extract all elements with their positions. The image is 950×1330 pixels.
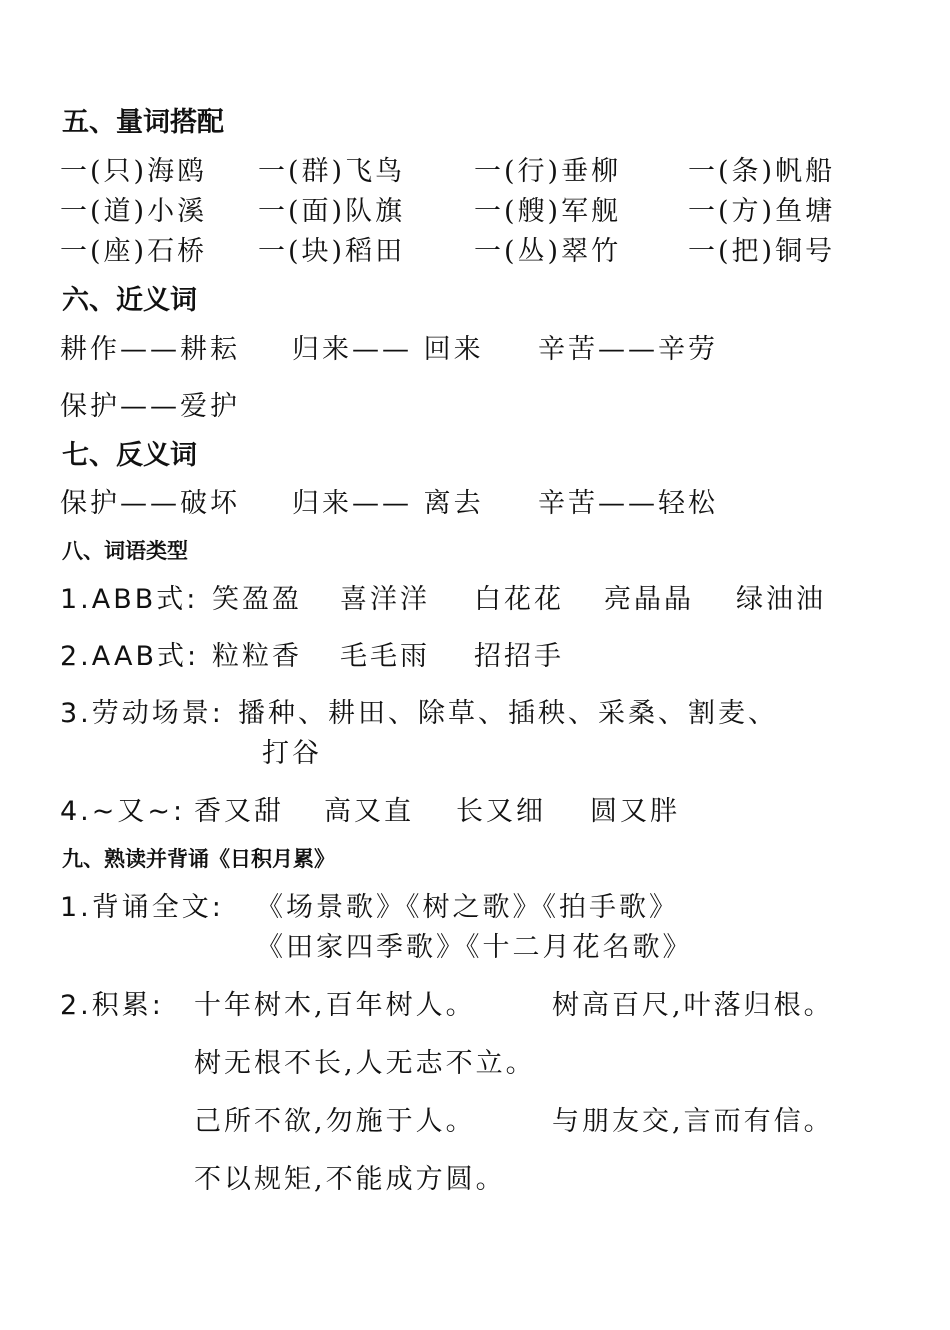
labor-scenes: 播种、耕田、除草、插秧、采桑、割麦、 — [238, 698, 778, 729]
proverb: 己所不欲,勿施于人。 — [194, 1106, 476, 1137]
word-item: 笑盈盈 — [212, 584, 302, 615]
labor-scenes-cont: 打谷 — [262, 738, 322, 769]
section-title-word-types: 八、词语类型 — [62, 539, 188, 563]
word-item: 绿油油 — [736, 584, 826, 615]
word-item: 招招手 — [474, 641, 564, 672]
word-item: 香又甜 — [194, 796, 284, 827]
synonym-pair: 耕作——耕耘 — [60, 334, 240, 365]
measure-item: 一(艘)军舰 — [474, 196, 622, 227]
proverb: 树无根不长,人无志不立。 — [194, 1048, 536, 1079]
word-item: 圆又胖 — [590, 796, 680, 827]
measure-item: 一(把)铜号 — [688, 236, 836, 267]
word-type-labor-cont — [0, 734, 950, 774]
word-item: 白花花 — [474, 584, 564, 615]
word-item: 毛毛雨 — [340, 641, 430, 672]
accum-row-1 — [0, 986, 950, 1026]
word-type-aab — [0, 637, 950, 677]
word-item: 亮晶晶 — [604, 584, 694, 615]
word-type-label: 1.ABB式: — [60, 584, 199, 615]
antonym-pair: 辛苦——轻松 — [538, 488, 718, 519]
word-type-label: 3.劳动场景: — [60, 698, 224, 729]
measure-row-3 — [0, 232, 950, 272]
antonym-pair: 归来—— 离去 — [292, 488, 484, 519]
word-item: 长又细 — [456, 796, 546, 827]
measure-row-2 — [0, 192, 950, 232]
measure-item: 一(只)海鸥 — [60, 156, 208, 187]
section-title-measure-words: 五、量词搭配 — [62, 107, 224, 138]
synonym-row-2 — [0, 387, 950, 427]
synonym-pair: 归来—— 回来 — [292, 334, 484, 365]
recite-titles: 《场景歌》《树之歌》《拍手歌》 — [256, 892, 679, 923]
measure-item: 一(座)石桥 — [60, 236, 208, 267]
recite-row-1 — [0, 888, 950, 928]
measure-item: 一(面)队旗 — [258, 196, 406, 227]
accum-label: 2.积累: — [60, 990, 164, 1021]
word-item: 粒粒香 — [212, 641, 302, 672]
proverb: 树高百尺,叶落归根。 — [552, 990, 834, 1021]
synonym-pair: 辛苦——辛劳 — [538, 334, 718, 365]
word-type-abb — [0, 580, 950, 620]
proverb: 与朋友交,言而有信。 — [552, 1106, 834, 1137]
antonym-row — [0, 484, 950, 524]
measure-item: 一(丛)翠竹 — [474, 236, 622, 267]
measure-item: 一(行)垂柳 — [474, 156, 622, 187]
word-type-you — [0, 792, 950, 832]
word-type-label: 2.AAB式: — [60, 641, 200, 672]
measure-item: 一(道)小溪 — [60, 196, 208, 227]
measure-row-1 — [0, 152, 950, 192]
accum-row-3 — [0, 1102, 950, 1142]
word-item: 喜洋洋 — [340, 584, 430, 615]
section-title-antonyms: 七、反义词 — [62, 440, 197, 471]
antonym-pair: 保护——破坏 — [60, 488, 240, 519]
measure-item: 一(方)鱼塘 — [688, 196, 836, 227]
word-type-label: 4.~又~: — [60, 796, 186, 827]
section-title-recite: 九、熟读并背诵《日积月累》 — [62, 847, 335, 871]
synonym-row-1 — [0, 330, 950, 370]
section-title-synonyms: 六、近义词 — [62, 285, 197, 316]
accum-row-4 — [0, 1160, 950, 1200]
synonym-pair: 保护——爱护 — [60, 391, 240, 422]
word-type-labor — [0, 694, 950, 734]
recite-titles: 《田家四季歌》《十二月花名歌》 — [256, 932, 693, 963]
word-item: 高又直 — [324, 796, 414, 827]
recite-row-2 — [0, 928, 950, 968]
proverb: 十年树木,百年树人。 — [194, 990, 476, 1021]
measure-item: 一(块)稻田 — [258, 236, 406, 267]
measure-item: 一(条)帆船 — [688, 156, 836, 187]
proverb: 不以规矩,不能成方圆。 — [194, 1164, 506, 1195]
measure-item: 一(群)飞鸟 — [258, 156, 406, 187]
recite-label: 1.背诵全文: — [60, 892, 224, 923]
accum-row-2 — [0, 1044, 950, 1084]
